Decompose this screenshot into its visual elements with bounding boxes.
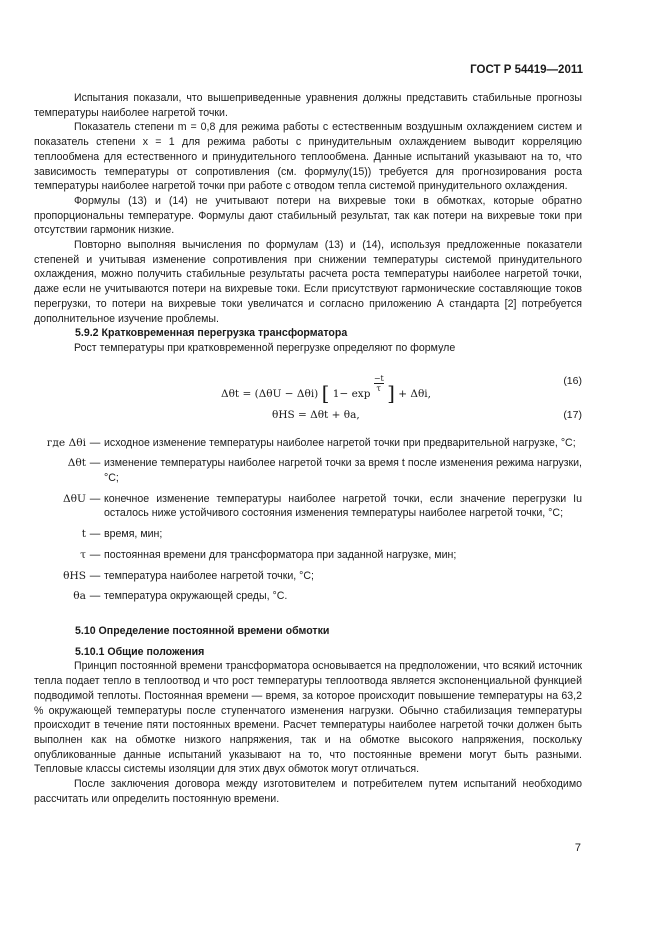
- section-heading-5-9-2: 5.9.2 Кратковременная перегрузка трансформатора: [75, 327, 348, 340]
- formula-17-number: (17): [563, 408, 582, 421]
- definition-symbol: t: [81, 528, 86, 541]
- paragraph: Испытания показали, что вышеприведенные уравнения должны представить стабильные прогнозы температуры наиболее нагретой точки.: [34, 92, 582, 119]
- definition-item: θHS — температура наиболее нагретой точки, °C;: [34, 569, 582, 584]
- definition-text: конечное изменение температуры наиболее нагретой точки, если значение перегрузки Iu осталось ниже устойчивого состояния изменения температуры наиболее нагретой точки, °C;: [104, 492, 582, 520]
- definition-item: t — время, мин;: [34, 527, 582, 542]
- section-heading-5-10: 5.10 Определение постоянной времени обмотки: [75, 624, 330, 637]
- definition-item: ΔθU — конечное изменение температуры наиболее нагретой точки, если значение перегрузки Iu осталось ниже устойчивого состояния изменения температуры наиболее нагретой точки, °C;: [34, 492, 582, 521]
- page-number: 7: [574, 842, 581, 854]
- paragraph: Формулы (13) и (14) не учитывают потери на вихревые токи в обмотках, которые обратно пропорциональны температуре. Формулы дают стабильный результат, так как потери на вихревые токи при отсутствии гармоник низкие.: [34, 194, 582, 237]
- definition-text: температура наиболее нагретой точки, °C;: [104, 569, 314, 582]
- definition-symbol: θa: [73, 590, 86, 603]
- paragraph: После заключения договора между изготовителем и потребителем путем испытаний необходимо рассчитать или определить постоянную времени.: [34, 778, 582, 805]
- definition-text: постоянная времени для трансформатора при заданной нагрузке, мин;: [104, 548, 457, 561]
- definitions-list: [34, 436, 582, 604]
- definition-symbol: θHS: [63, 569, 86, 582]
- definition-symbol: ΔθU: [63, 492, 86, 505]
- definition-item: τ — постоянная времени для трансформатора при заданной нагрузке, мин;: [34, 548, 582, 563]
- definition-symbol: Δθt: [67, 457, 86, 470]
- paragraph: Показатель степени m = 0,8 для режима работы с естественным воздушным охлаждением систем и показатель степени x = 1 для режима работы с принудительным охлаждением выводит корреляцию теплообмена для естественного и принудительного теплообмена. Данные испытаний указывают на то, что зависимость температуры от сопротивления (см. формулу(15)) требуется для прогнозирования роста температуры наиболее нагретой точки при работе с отводом тепла системой принудительного охлаждения.: [34, 121, 582, 193]
- formula-16-lhs: Δθt = (ΔθU − Δθi): [221, 387, 319, 400]
- paragraph: Рост температуры при кратковременной перегрузке определяют по формуле: [74, 341, 456, 354]
- formula-16-number: (16): [563, 374, 582, 387]
- definition-item: θa — температура окружающей среды, °C.: [34, 589, 582, 604]
- formula-16-exponent-num: −t: [373, 373, 384, 383]
- definition-text: температура окружающей среды, °C.: [104, 590, 288, 603]
- section-heading-5-10-1: 5.10.1 Общие положения: [75, 645, 205, 658]
- definition-symbol: Δθi: [68, 436, 86, 449]
- paragraph: Принцип постоянной времени трансформатора основывается на предположении, что всякий источник тепла подает тепло в теплоотвод и что рост температуры теплоотвода является экспоненциальной функцией подводимой теплоты. Постоянная времени — время, за которое происходит повышение температуры на 63,2 % окружающей температуры после ступенчатого изменения нагрузки. Обычно стабилизация температуры происходит в течение пяти постоянных времени. Расчет температуры наиболее нагретой точки должен быть выполнен как на обмотке низкого напряжения, так и на обмотке высокого напряжения, поскольку опубликованные данные испытаний указывают на то, что постоянные времени могут быть разными. Тепловые классы системы изоляции для этих двух обмоток могут отличаться.: [34, 660, 582, 776]
- formula-16-rhs: + Δθi,: [398, 387, 431, 400]
- formula-16-exponent-den: τ: [376, 383, 381, 393]
- paragraph: Повторно выполняя вычисления по формулам (13) и (14), используя предложенные показатели степеней и учитывая изменение сопротивления при снижении температуры системой принудительного охлаждения, можно получить стабильные результаты расчета роста температуры наиболее нагретой точки, даже если не учитываются потери на вихревые токи. Если присутствуют гармонические составляющие токов перегрузки, то потери на вихревые токи увеличатся и согласно приложению А стандарта [2] потребуется дополнительное изучение проблемы.: [34, 239, 582, 325]
- formula-16: Δθt = (ΔθU − Δθi) [ 1− exp $\frac{-t}{\tau}$ ] + Δθi, (16): [221, 373, 582, 405]
- formula-16-bracket: 1− exp: [332, 387, 371, 400]
- definition-text: изменение температуры наиболее нагретой точки за время t после изменения режима нагрузки, °C;: [104, 457, 582, 485]
- standard-header: ГОСТ Р 54419—2011: [470, 64, 583, 76]
- definition-text: время, мин;: [104, 528, 163, 541]
- definition-prefix: где: [46, 436, 69, 449]
- definition-text: исходное изменение температуры наиболее нагретой точки при предварительной нагрузке, °C;: [104, 436, 576, 449]
- definition-symbol: τ: [80, 548, 86, 561]
- formula-17: [34, 402, 582, 432]
- document-body: [34, 91, 582, 806]
- definition-item: где Δθi — исходное изменение температуры наиболее нагретой точки при предварительной нагрузке, °C;: [34, 436, 582, 451]
- definition-item: Δθt — изменение температуры наиболее нагретой точки за время t после изменения режима нагрузки, °C;: [34, 456, 582, 485]
- formula-17-expr: θHS = Δθt + θa,: [272, 408, 360, 421]
